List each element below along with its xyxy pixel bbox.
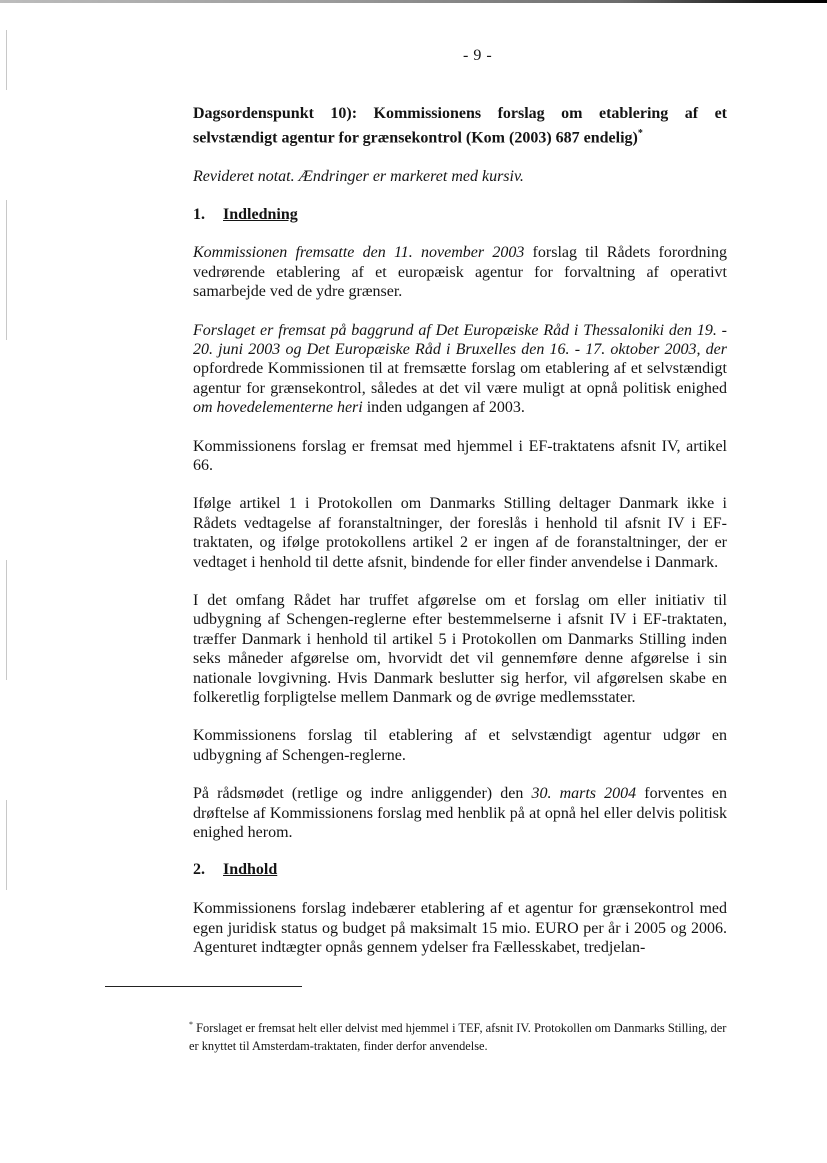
- section-number: 1.: [193, 206, 205, 224]
- scan-margin-mark: [6, 560, 7, 680]
- paragraph: Kommissionens forslag til etablering af et selvstændigt agentur udgør en udbygning af Schengen-reglerne.: [193, 727, 727, 764]
- section-title: Indhold: [223, 861, 278, 879]
- scan-margin-mark: [6, 30, 7, 90]
- scan-margin-mark: [6, 800, 7, 890]
- document-body: [193, 104, 727, 958]
- footnote: [189, 1016, 729, 1055]
- agenda-title: [193, 104, 727, 148]
- paragraph-text: På rådsmødet (retlige og indre anliggender) den: [193, 785, 532, 803]
- scan-margin-mark: [6, 200, 7, 340]
- footnote-marker: *: [189, 1020, 193, 1029]
- section-number: 2.: [193, 861, 205, 879]
- page-number: - 9 -: [463, 47, 493, 64]
- paragraph: Ifølge artikel 1 i Protokollen om Danmarks Stilling deltager Danmark ikke i Rådets vedtagelse af foranstaltninger, der foreslås i henhold til afsnit IV i EF-traktaten, og ifølge protokollens artikel 2 er ingen af de foranstaltninger, der er vedtaget i henhold til dette afsnit, bindende for eller finder anvendelse i Danmark.: [193, 495, 727, 571]
- paragraph: [193, 243, 727, 301]
- paragraph-text: inden udgangen af 2003.: [362, 399, 525, 417]
- italic-amendment: Forslaget er fremsat på baggrund af Det Europæiske Råd i Thessaloniki den 19. - 20. juni 2003 og Det Europæiske Råd i Bruxelles den 16. - 17. oktober 2003, der: [193, 321, 727, 358]
- revision-note: Revideret notat. Ændringer er markeret med kursiv.: [193, 168, 524, 186]
- section-title: Indledning: [223, 206, 298, 224]
- paragraph: Kommissionens forslag indebærer etablering af et agentur for grænsekontrol med egen juridisk status og budget på maksimalt 15 mio. EURO per år i 2005 og 2006. Agenturet indtægter opnås gennem ydelser fra Fællesskabet, tredjelan-: [193, 900, 727, 957]
- paragraph: [193, 784, 727, 842]
- footnote-text: Forslaget er fremsat helt eller delvist med hjemmel i TEF, afsnit IV. Protokollen om Danmarks Stilling, der er knyttet til Amsterdam-traktaten, finder derfor anvendelse.: [189, 1021, 727, 1054]
- agenda-title-text: Dagsordenspunkt 10): Kommissionens forslag om etablering af et selvstændigt agentur for grænsekontrol (Kom (2003) 687 endelig): [193, 105, 727, 147]
- paragraph-text: opfordrede Kommissionen til at fremsætte forslag om etablering af et selvstændigt agentur for grænsekontrol, således at det vil være muligt at opnå politisk enighed: [193, 360, 727, 397]
- paragraph: Kommissionens forslag er fremsat med hjemmel i EF-traktatens afsnit IV, artikel 66.: [193, 437, 727, 474]
- italic-amendment: Kommissionen fremsatte den 11. november 2003: [193, 244, 525, 262]
- italic-amendment: om hovedelementerne heri: [193, 399, 363, 417]
- section-heading-introduction: [193, 205, 727, 225]
- paragraph: I det omfang Rådet har truffet afgørelse om et forslag om eller initiativ til udbygning af Schengen-reglerne efter bestemmelserne i afsnit IV i EF-traktaten, træffer Danmark i henhold til artikel 5 i Protokollen om Danmarks Stilling inden seks måneder afgørelse om, hvorvidt det vil gennemføre denne afgørelse i sin nationale lovgivning. Hvis Danmark beslutter sig herfor, vil afgørelsen skabe en folkeretlig forpligtelse mellem Danmark og de øvrige medlemsstater.: [193, 592, 727, 707]
- footnote-reference[interactable]: *: [637, 128, 643, 139]
- paragraph-text: forslag til Rådets forordning vedrørende etablering af et europæisk agentur for forvaltning af operativt samarbejde ved de ydre grænser.: [193, 244, 727, 301]
- section-heading-content: [193, 860, 727, 880]
- italic-amendment: 30. marts 2004: [531, 785, 637, 803]
- footnote-separator: [105, 986, 302, 987]
- paragraph: [193, 321, 727, 418]
- scan-edge-line: [0, 0, 827, 3]
- paragraph-text: forventes en drøftelse af Kommissionens forslag med henblik på at opnå hel eller delvis politisk enighed herom.: [193, 785, 728, 842]
